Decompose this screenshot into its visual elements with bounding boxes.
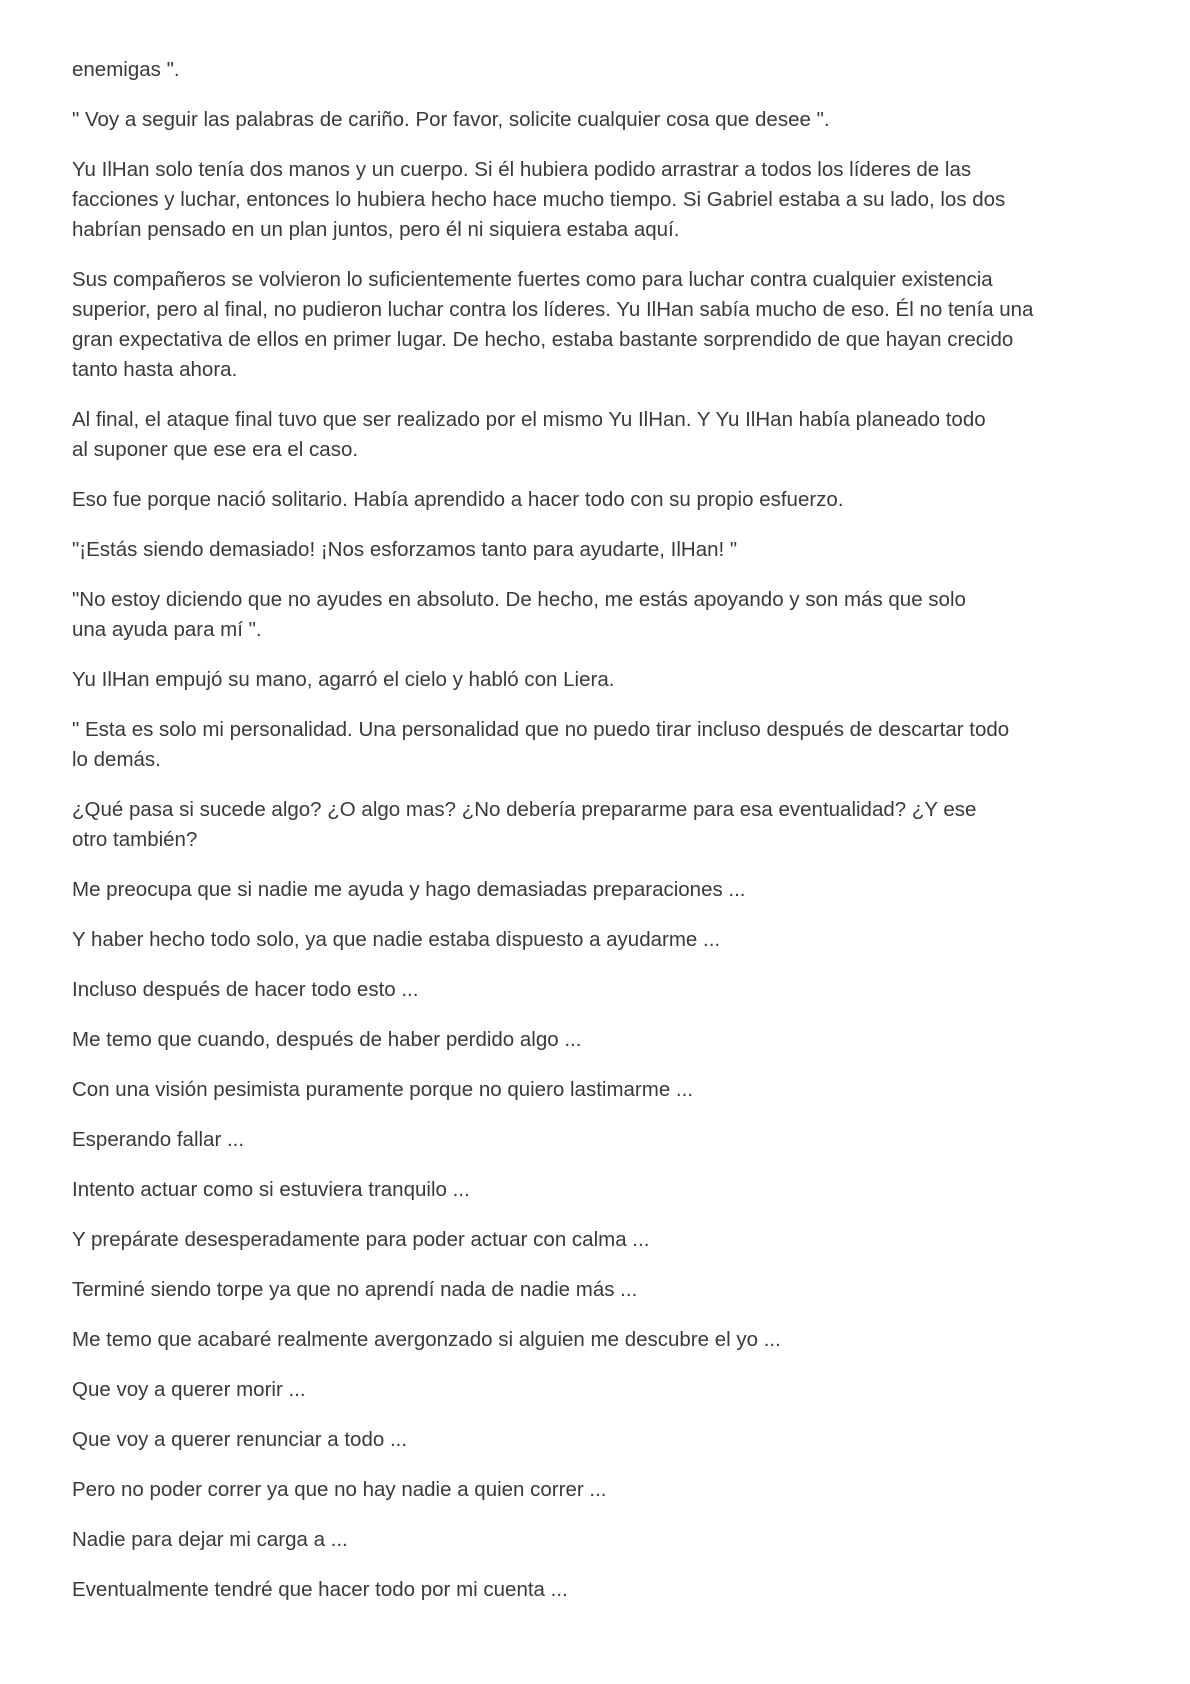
paragraph: Yu IlHan empujó su mano, agarró el cielo y habló con Liera. [72,668,615,691]
paragraph: Eso fue porque nació solitario. Había aprendido a hacer todo con su propio esfuerzo. [72,488,844,511]
paragraph: Sus compañeros se volvieron lo suficientemente fuertes como para luchar contra cualquier existencia superior, pero al final, no pudieron luchar contra los líderes. Yu IlHan sabía mucho de eso. Él no tenía una gran expectativa de ellos en primer lugar. De hecho, estaba bastante sorprendido de que hayan crecido tanto hasta ahora. [72,268,1034,381]
paragraph: " Voy a seguir las palabras de cariño. Por favor, solicite cualquier cosa que desee ". [72,108,830,131]
paragraph: Nadie para dejar mi carga a ... [72,1528,348,1551]
paragraph: Intento actuar como si estuviera tranquilo ... [72,1178,470,1201]
paragraph: ¿Qué pasa si sucede algo? ¿O algo mas? ¿No debería prepararme para esa eventualidad? ¿Y ese otro también? [72,798,977,851]
paragraph: Con una visión pesimista puramente porque no quiero lastimarme ... [72,1078,694,1101]
paragraph: Terminé siendo torpe ya que no aprendí nada de nadie más ... [72,1278,638,1301]
paragraph: Que voy a querer renunciar a todo ... [72,1428,408,1451]
paragraph: "No estoy diciendo que no ayudes en absoluto. De hecho, me estás apoyando y son más que solo una ayuda para mí ". [72,588,966,641]
paragraph: " Esta es solo mi personalidad. Una personalidad que no puedo tirar incluso después de descartar todo lo demás. [72,718,1010,771]
paragraph: Esperando fallar ... [72,1128,245,1151]
paragraph: Me temo que acabaré realmente avergonzado si alguien me descubre el yo ... [72,1328,781,1351]
paragraph: Me preocupa que si nadie me ayuda y hago demasiadas preparaciones ... [72,878,746,901]
paragraph: Incluso después de hacer todo esto ... [72,978,419,1001]
paragraph: Y prepárate desesperadamente para poder actuar con calma ... [72,1228,650,1251]
paragraph: "¡Estás siendo demasiado! ¡Nos esforzamos tanto para ayudarte, IlHan! " [72,538,738,561]
paragraph: Eventualmente tendré que hacer todo por mi cuenta ... [72,1578,568,1601]
paragraph: Me temo que cuando, después de haber perdido algo ... [72,1028,582,1051]
paragraph: Que voy a querer morir ... [72,1378,306,1401]
paragraph: Al final, el ataque final tuvo que ser realizado por el mismo Yu IlHan. Y Yu IlHan había planeado todo al suponer que ese era el caso. [72,408,986,461]
paragraph: enemigas ". [72,58,180,81]
paragraph: Yu IlHan solo tenía dos manos y un cuerpo. Si él hubiera podido arrastrar a todos los líderes de las facciones y luchar, entonces lo hubiera hecho hace mucho tiempo. Si Gabriel estaba a su lado, los dos habrían pensado en un plan juntos, pero él ni siquiera estaba aquí. [72,158,1006,241]
paragraph: Pero no poder correr ya que no hay nadie a quien correr ... [72,1478,607,1501]
paragraph: Y haber hecho todo solo, ya que nadie estaba dispuesto a ayudarme ... [72,928,721,951]
